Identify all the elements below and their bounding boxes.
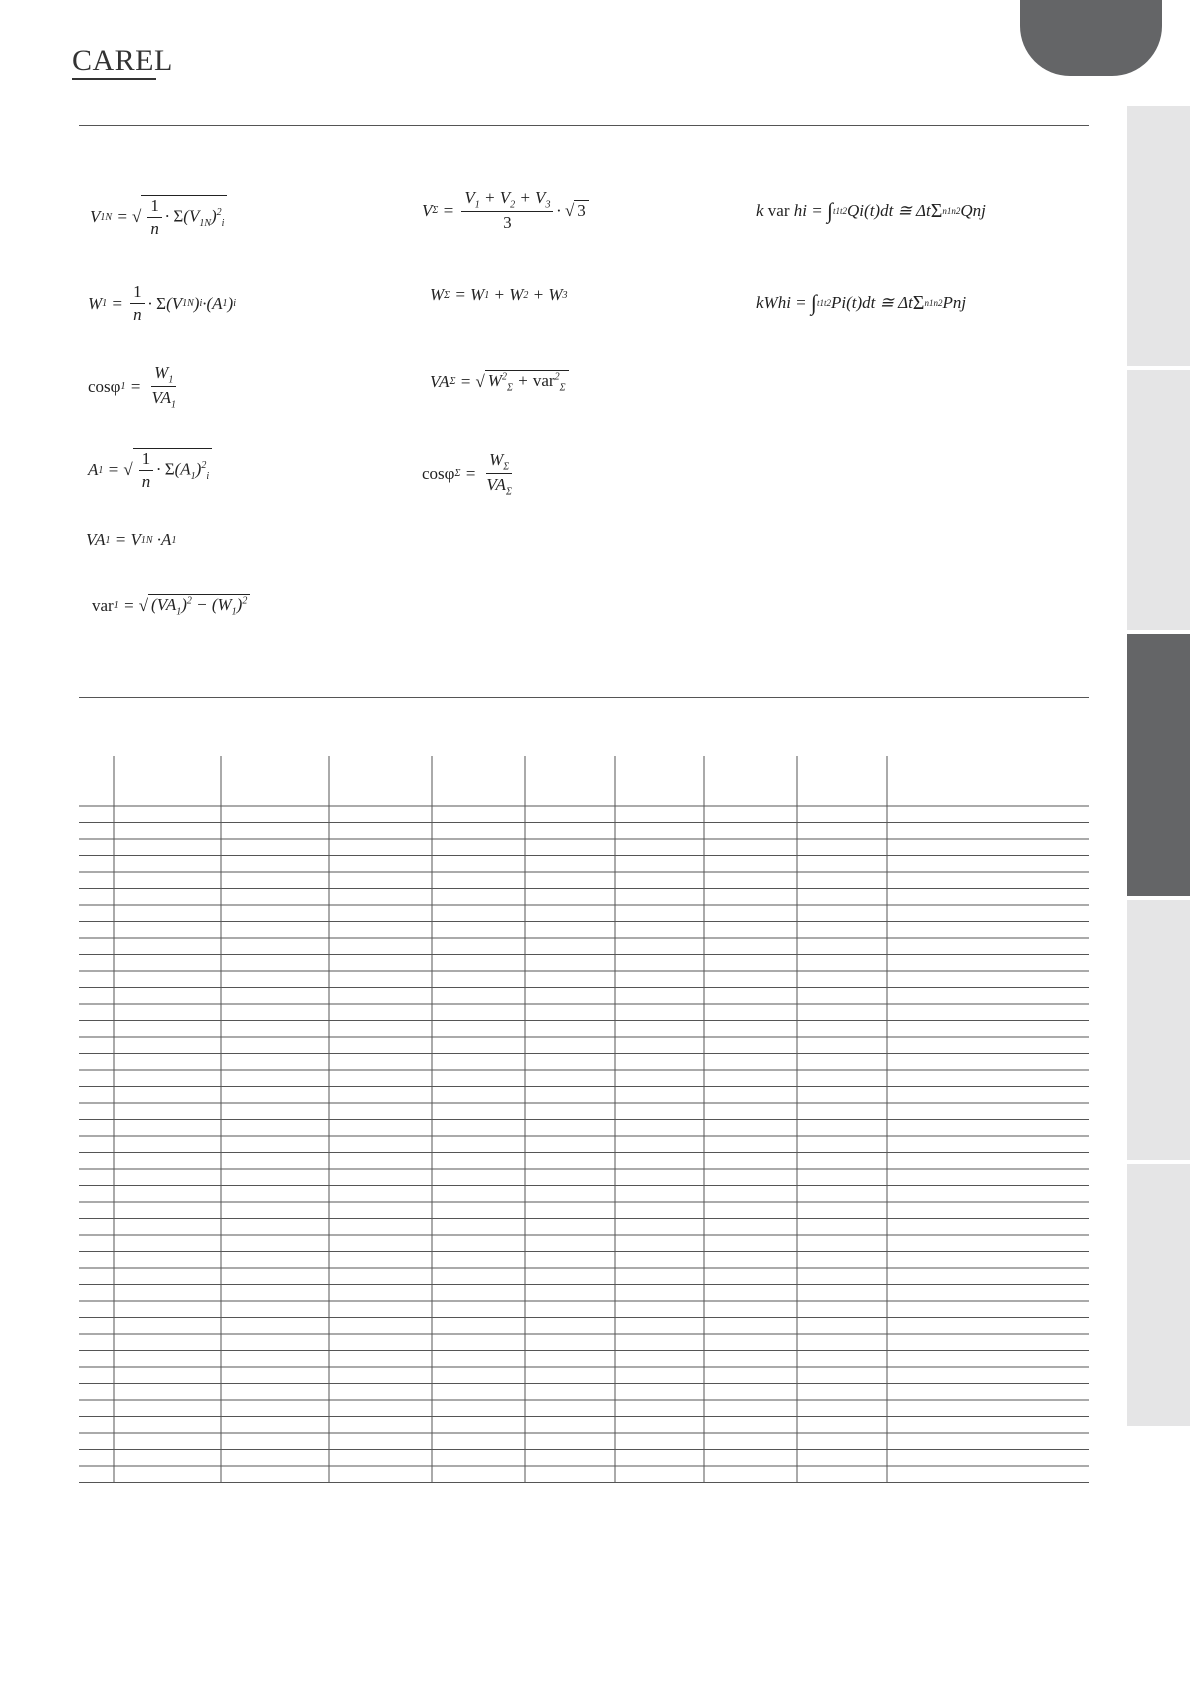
formula-a1: A 1 = √ $\frac{1}{n}$ · $\Sigma(A_1)^2_i$ xyxy=(88,448,212,492)
side-tab-2[interactable] xyxy=(1127,370,1190,630)
side-tab-1[interactable] xyxy=(1127,106,1190,366)
formula-wsum: W Σ = W 1 + W 2 + W 3 xyxy=(430,285,568,304)
section-divider-middle xyxy=(79,697,1089,698)
carel-logo: CAREL xyxy=(72,44,173,77)
formula-v1n: V 1N = √ $\frac{1}{n}$ · $\Sigma(V_{1N})^2_i$ xyxy=(90,195,227,239)
formula-kvarhi: k var hi = ∫ t1 t2 Qi(t)dt ≅ Δt Σ n1 n2 Qnj xyxy=(756,198,986,223)
data-table-grid xyxy=(79,756,1089,1486)
chapter-corner-tab xyxy=(1020,0,1162,76)
side-tab-active[interactable] xyxy=(1127,634,1190,896)
formula-w1: W 1 = $\frac{1}{n}$ · Σ (V 1N ) i ·(A 1 ) i xyxy=(88,282,236,324)
logo-underline-gap xyxy=(124,80,132,82)
side-tab-5[interactable] xyxy=(1127,1164,1190,1426)
formula-va1: VA 1 = V 1N ·A 1 xyxy=(86,530,177,549)
formula-vasum: VA Σ = √ $W^2_\Sigma + var^2_\Sigma$ xyxy=(430,370,569,393)
formula-vsum: V Σ = $\frac{V_1 + V_2 + V_3}{3}$ · √ 3 xyxy=(422,188,589,233)
logo-underline-gap xyxy=(138,80,146,82)
side-tab-4[interactable] xyxy=(1127,900,1190,1160)
formula-cossum: cosφ Σ = $\frac{W_\Sigma}{VA_\Sigma}$ xyxy=(422,450,512,498)
formula-var1: var 1 = √ $(VA_1)^2 - (W_1)^2$ xyxy=(92,594,250,617)
table-grid-lines xyxy=(79,756,1089,1496)
formula-kwhi: kWhi = ∫ t1 t2 Pi(t)dt ≅ Δt Σ n1 n2 Pnj xyxy=(756,290,967,315)
formula-cos1: cosφ 1 = $\frac{W_1}{VA_1}$ xyxy=(88,363,176,411)
section-divider-top xyxy=(79,125,1089,126)
